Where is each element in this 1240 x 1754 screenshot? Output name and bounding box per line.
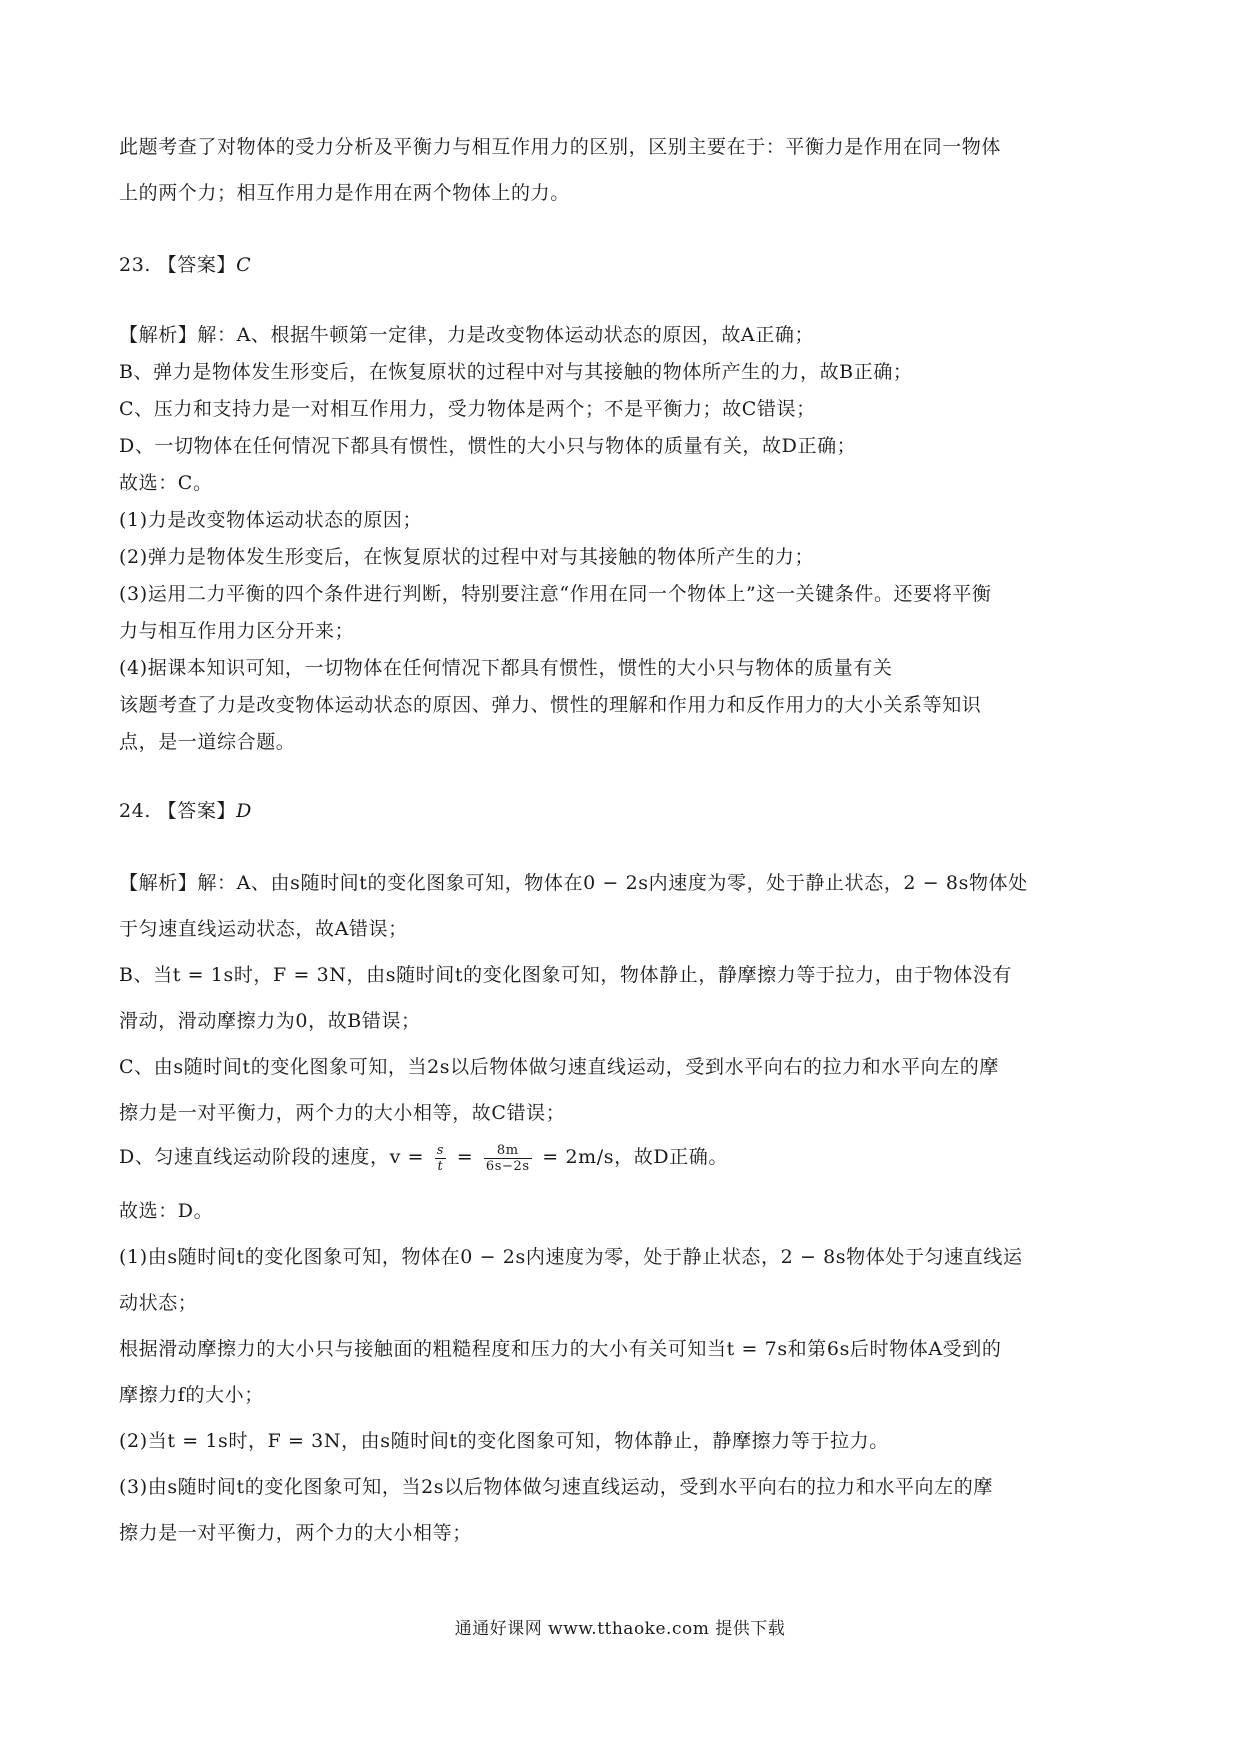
q24-line: 摩擦力f的大小； xyxy=(119,1384,264,1406)
q24-answer xyxy=(119,796,252,823)
q24-line: 故选：D。 xyxy=(119,1200,214,1222)
fraction-1-numerator: s xyxy=(436,1142,445,1158)
q24-line: 根据滑动摩擦力的大小只与接触面的粗糙程度和压力的大小有关可知当t = 7s和第6s后时物体A受到的 xyxy=(119,1338,1002,1360)
q24-line: 滑动，滑动摩擦力为0，故B错误； xyxy=(119,1010,421,1032)
q23-line: 力与相互作用力区分开来； xyxy=(119,620,355,642)
q23-line: (1)力是改变物体运动状态的原因； xyxy=(119,509,423,531)
q23-answer-letter: C xyxy=(236,254,252,276)
q24-answer-prefix: 24. 【答案】 xyxy=(119,800,237,822)
q24-line: B、当t = 1s时，F = 3N，由s随时间t的变化图象可知，物体静止，静摩擦力等于拉力，由于物体没有 xyxy=(119,964,1012,986)
q24-velocity-line xyxy=(119,1142,728,1174)
velocity-fraction-2 xyxy=(484,1143,532,1174)
fraction-2-numerator: 8m xyxy=(484,1143,532,1159)
summary-line-1: 此题考查了对物体的受力分析及平衡力与相互作用力的区别，区别主要在于：平衡力是作用在同一物体 xyxy=(119,136,1002,158)
q24-line: C、由s随时间t的变化图象可知，当2s以后物体做匀速直线运动，受到水平向右的拉力和水平向左的摩 xyxy=(119,1056,999,1078)
q24-line: (3)由s随时间t的变化图象可知，当2s以后物体做匀速直线运动，受到水平向右的拉力和水平向左的摩 xyxy=(119,1476,993,1498)
q24-line: 擦力是一对平衡力，两个力的大小相等，故C错误； xyxy=(119,1102,566,1124)
q23-line: 故选：C。 xyxy=(119,472,213,494)
q24-line: 于匀速直线运动状态，故A错误； xyxy=(119,918,408,940)
q23-line: (4)据课本知识可知，一切物体在任何情况下都具有惯性，惯性的大小只与物体的质量有关 xyxy=(119,657,893,679)
q23-line: D、一切物体在任何情况下都具有惯性，惯性的大小只与物体的质量有关，故D正确； xyxy=(119,435,857,457)
q24-line: 【解析】解：A、由s随时间t的变化图象可知，物体在0 − 2s内速度为零，处于静止状态，2 − 8s物体处 xyxy=(119,872,1028,894)
summary-line-2: 上的两个力；相互作用力是作用在两个物体上的力。 xyxy=(119,182,570,204)
q24-line: 动状态； xyxy=(119,1292,198,1314)
q24-line: (1)由s随时间t的变化图象可知，物体在0 − 2s内速度为零，处于静止状态，2 − 8s物体处于匀速直线运 xyxy=(119,1246,1023,1268)
q23-line: (2)弹力是物体发生形变后，在恢复原状的过程中对与其接触的物体所产生的力； xyxy=(119,546,815,568)
q24-line: (2)当t = 1s时，F = 3N，由s随时间t的变化图象可知，物体静止，静摩擦力等于拉力。 xyxy=(119,1430,889,1452)
q23-line: (3)运用二力平衡的四个条件进行判断，特别要注意“作用在同一个物体上”这一关键条件。还要将平衡 xyxy=(119,583,992,605)
q24-velocity-suffix: = 2m/s，故D正确。 xyxy=(542,1146,728,1168)
page-footer: 通通好课网 www.tthaoke.com 提供下载 xyxy=(454,1619,786,1639)
q24-answer-letter: D xyxy=(236,800,252,822)
q23-line: B、弹力是物体发生形变后，在恢复原状的过程中对与其接触的物体所产生的力，故B正确； xyxy=(119,361,913,383)
velocity-fraction-1 xyxy=(435,1143,446,1174)
q23-line: 【解析】解：A、根据牛顿第一定律，力是改变物体运动状态的原因，故A正确； xyxy=(119,324,815,346)
fraction-2-denominator: 6s−2s xyxy=(485,1158,530,1174)
q23-answer xyxy=(119,250,251,277)
q23-line: 点，是一道综合题。 xyxy=(119,731,296,753)
velocity-equals: = xyxy=(456,1146,474,1168)
q23-line: 该题考查了力是改变物体运动状态的原因、弹力、惯性的理解和作用力和反作用力的大小关系等知识 xyxy=(119,694,982,716)
fraction-1-denominator: t xyxy=(437,1158,444,1174)
q24-line: 擦力是一对平衡力，两个力的大小相等； xyxy=(119,1522,472,1544)
q24-velocity-prefix: D、匀速直线运动阶段的速度，v = xyxy=(119,1146,425,1168)
q23-line: C、压力和支持力是一对相互作用力，受力物体是两个；不是平衡力；故C错误； xyxy=(119,398,816,420)
q23-answer-prefix: 23. 【答案】 xyxy=(119,254,237,276)
